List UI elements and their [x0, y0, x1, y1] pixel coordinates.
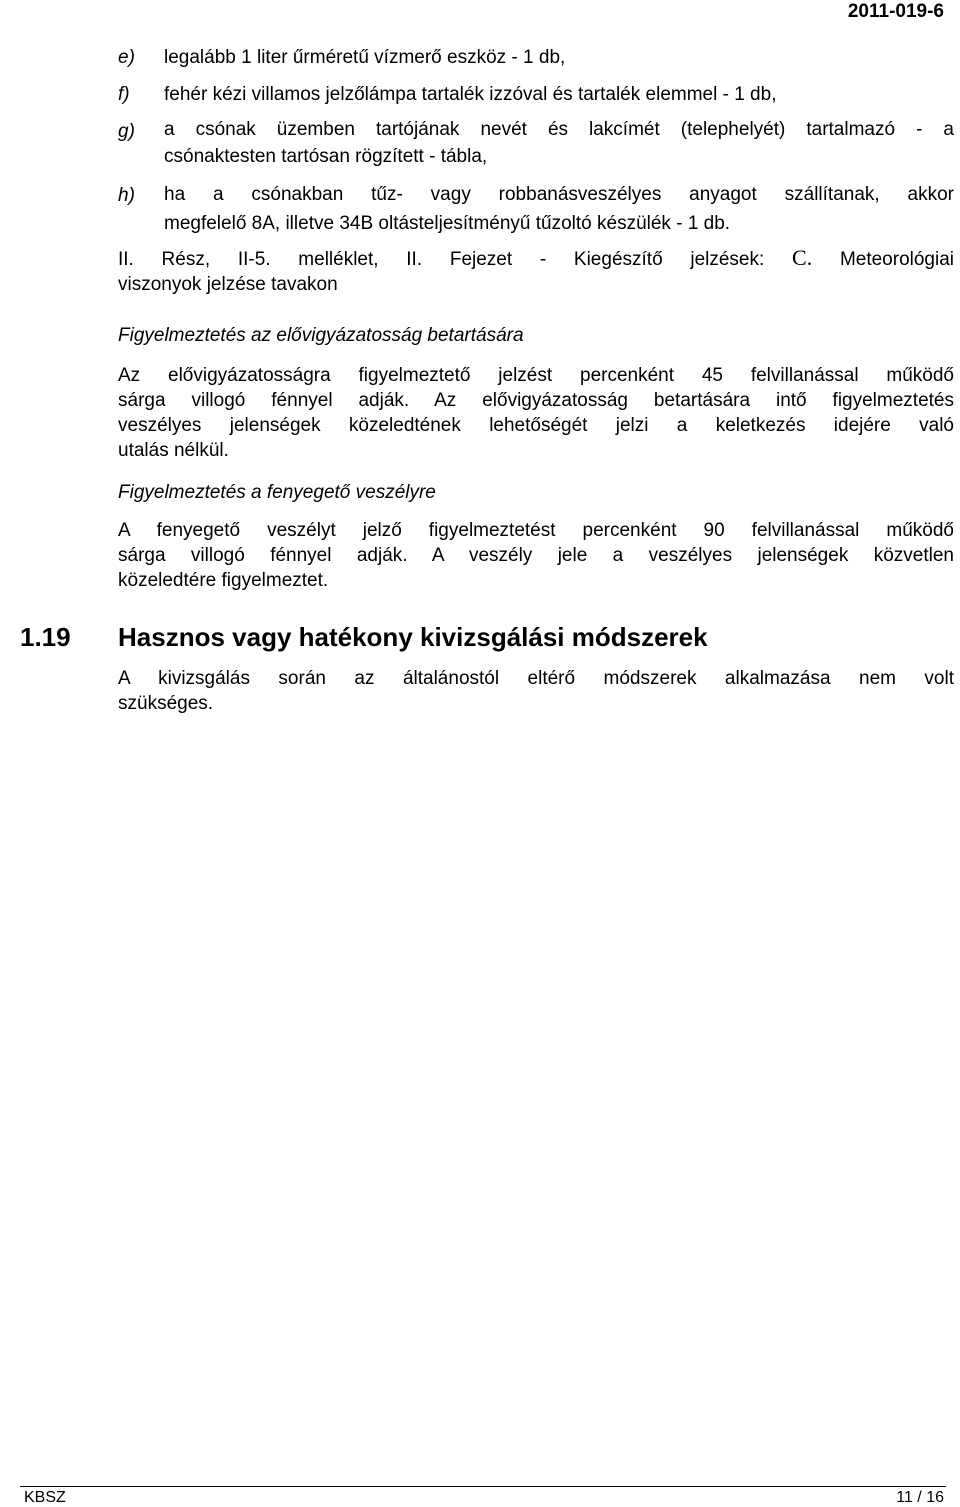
list-marker: g)	[118, 121, 135, 142]
section-paragraph	[118, 666, 954, 716]
footer-divider	[20, 1486, 946, 1487]
reference-part: Meteorológiai	[839, 249, 955, 270]
paragraph-line: Az elővigyázatosságra figyelmeztető jelzést percenként 45 felvillanással működő	[118, 365, 954, 386]
list-item-text: a csónak üzemben tartójának nevét és lakcímét (telephelyét) tartalmazó - a	[164, 119, 954, 140]
caution-paragraph	[118, 363, 954, 463]
list-item	[118, 42, 954, 73]
list-marker: e)	[118, 47, 135, 68]
paragraph-line: utalás nélkül.	[118, 440, 229, 461]
paragraph-line: közeledtére figyelmeztet.	[118, 570, 329, 591]
danger-heading: Figyelmeztetés a fenyegető veszélyre	[118, 482, 436, 503]
paragraph-line: A kivizsgálás során az általánostól eltérő módszerek alkalmazása nem volt	[118, 668, 954, 689]
list-marker: h)	[118, 185, 135, 206]
list-marker: f)	[118, 84, 130, 105]
danger-paragraph	[118, 518, 954, 593]
section-number: 1.19	[20, 622, 71, 652]
legal-reference	[118, 245, 954, 297]
equipment-list	[118, 42, 954, 244]
list-item-text: legalább 1 liter űrméretű vízmerő eszköz - 1 db,	[164, 47, 566, 68]
reference-line: viszonyok jelzése tavakon	[118, 274, 338, 295]
list-item-text: ha a csónakban tűz- vagy robbanásveszélyes anyagot szállítanak, akkor	[164, 184, 954, 205]
reference-line	[118, 245, 954, 272]
paragraph-line: veszélyes jelenségek közeledtének lehetőségét jelzi a keletkezés idejére való	[118, 415, 954, 436]
section-title: Hasznos vagy hatékony kivizsgálási módszerek	[118, 622, 708, 652]
list-item-text: fehér kézi villamos jelzőlámpa tartalék izzóval és tartalék elemmel - 1 db,	[164, 84, 777, 105]
list-item	[118, 79, 954, 110]
list-item-text: csónaktesten tartósan rögzített - tábla,	[164, 146, 488, 167]
paragraph-line: sárga villogó fénnyel adják. A veszély jele a veszélyes jelenségek közvetlen	[118, 545, 954, 566]
reference-letter: C.	[792, 245, 813, 270]
paragraph-line: szükséges.	[118, 693, 214, 714]
list-item	[118, 116, 954, 170]
page-number: 11 / 16	[896, 1489, 944, 1506]
paragraph-line: A fenyegető veszélyt jelző figyelmeztetést percenként 90 felvillanással működő	[118, 520, 954, 541]
paragraph-line: sárga villogó fénnyel adják. Az elővigyázatosság betartására intő figyelmeztetés	[118, 390, 954, 411]
caution-heading: Figyelmeztetés az elővigyázatosság betartására	[118, 325, 524, 346]
reference-part: II. Rész, II-5. melléklet, II. Fejezet - Kiegészítő jelzések:	[118, 249, 765, 270]
list-item	[118, 180, 954, 238]
footer-organization: KBSZ	[24, 1489, 66, 1506]
list-item-text: megfelelő 8A, illetve 34B oltásteljesítményű tűzoltó készülék - 1 db.	[164, 213, 731, 234]
document-id: 2011-019-6	[847, 1, 944, 22]
